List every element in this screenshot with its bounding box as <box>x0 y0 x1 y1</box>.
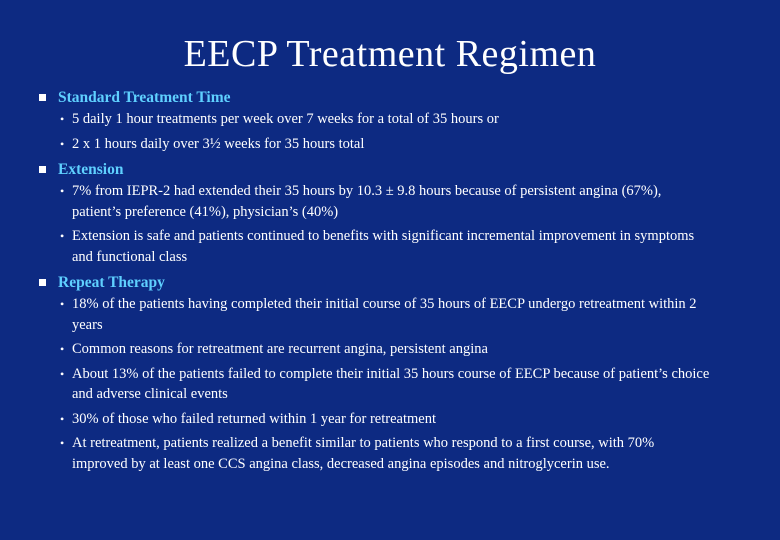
list-item <box>0 134 780 155</box>
list-item-text: 2 x 1 hours daily over 3½ weeks for 35 hours total <box>72 135 365 152</box>
list-item-text: About 13% of the patients failed to complete their initial 35 hours course of EECP because of patient’s choice and adverse clinical events <box>72 365 710 402</box>
list-item-text: 7% from IEPR-2 had extended their 35 hours by 10.3 ± 9.8 hours because of persistent angina (67%), patient’s preference (41%), physician’s (40%) <box>72 183 662 220</box>
bullet-icon: • <box>60 342 65 356</box>
square-bullet-icon <box>39 279 46 286</box>
list-item <box>0 109 780 130</box>
bullet-icon: • <box>60 411 65 426</box>
bullet-icon: • <box>60 136 65 151</box>
section-repeat-therapy <box>0 271 780 474</box>
list-item-text: At retreatment, patients realized a benefit similar to patients who respond to a first course, with 70% improved by at least one CCS angina class, decreased angina episodes and nitroglycerin use. <box>72 435 655 472</box>
list-item <box>0 364 780 405</box>
list-item <box>0 181 780 222</box>
list-item-text: Common reasons for retreatment are recurrent angina, persistent angina <box>72 341 488 357</box>
list-item <box>0 226 780 267</box>
section-heading-text: Extension <box>58 161 124 178</box>
list-item-text: 18% of the patients having completed their initial course of 35 hours of EECP undergo retreatment within 2 years <box>72 296 697 333</box>
section-heading <box>0 86 780 109</box>
section-heading-text: Repeat Therapy <box>58 274 165 291</box>
bullet-icon: • <box>60 436 65 450</box>
section-heading-text: Standard Treatment Time <box>58 89 231 106</box>
bullet-icon: • <box>60 112 65 126</box>
bullet-icon: • <box>60 297 65 311</box>
list-item <box>0 339 780 360</box>
list-item <box>0 294 780 335</box>
section-standard-treatment <box>0 86 780 154</box>
slide-content <box>0 86 780 478</box>
list-item <box>0 409 780 430</box>
square-bullet-icon <box>39 166 46 173</box>
slide-title: EECP Treatment Regimen <box>183 33 597 75</box>
section-heading <box>0 158 780 181</box>
list-item-text: Extension is safe and patients continued to benefits with significant incremental improvement in symptoms and functional class <box>72 228 695 265</box>
section-extension <box>0 158 780 267</box>
list-item-text: 30% of those who failed returned within 1 year for retreatment <box>72 410 436 427</box>
bullet-icon: • <box>60 229 65 243</box>
list-item-text: 5 daily 1 hour treatments per week over 7 weeks for a total of 35 hours or <box>72 111 499 127</box>
bullet-icon: • <box>60 366 65 381</box>
square-bullet-icon <box>39 94 46 101</box>
bullet-icon: • <box>60 184 65 198</box>
section-heading <box>0 271 780 294</box>
list-item <box>0 433 780 474</box>
